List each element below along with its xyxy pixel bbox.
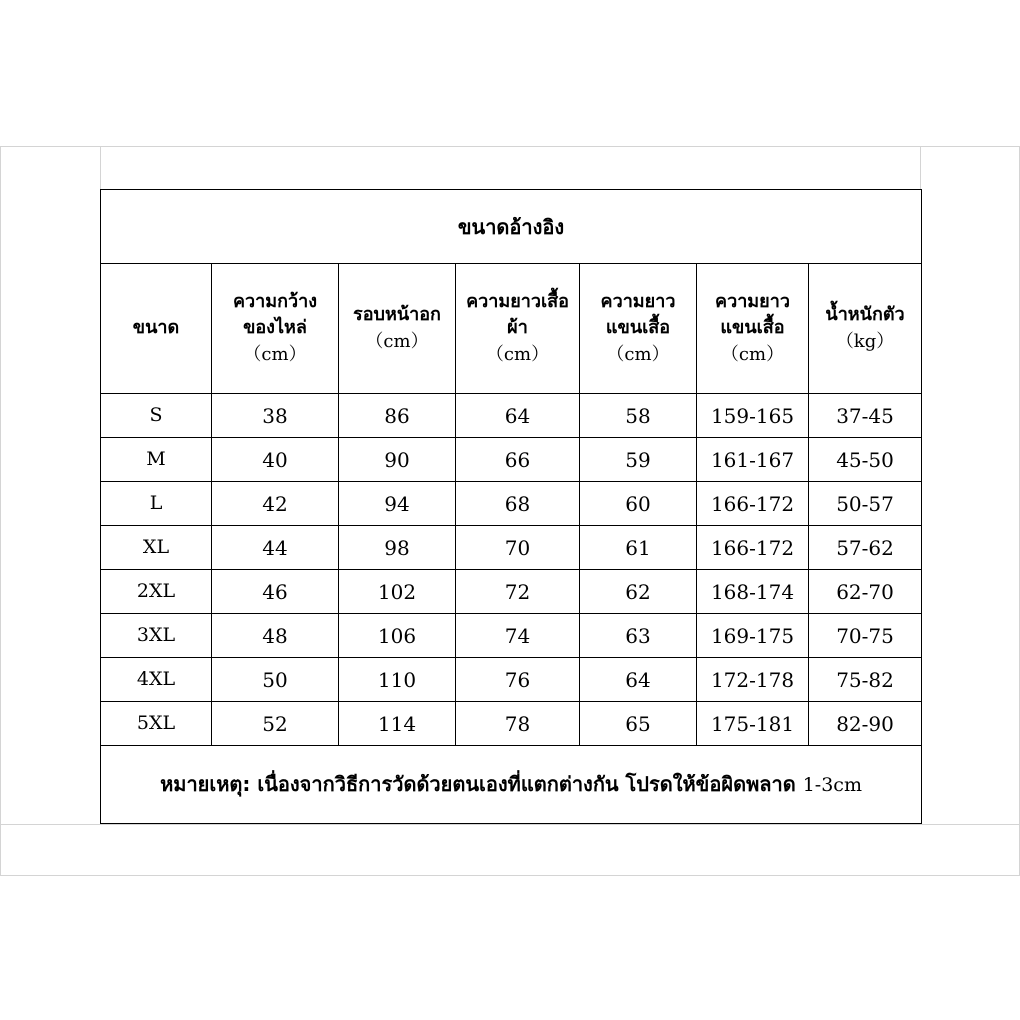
value-cell: 44 (212, 526, 339, 570)
table-title: ขนาดอ้างอิง (101, 190, 922, 264)
value-cell: 75-82 (809, 658, 922, 702)
table-row (101, 614, 922, 658)
header-label: แขนเสื้อ (720, 317, 785, 339)
value-cell: 38 (212, 394, 339, 438)
header-sleeve-length-1 (580, 264, 697, 394)
value-cell: 76 (456, 658, 580, 702)
value-cell: 63 (580, 614, 697, 658)
table-row (101, 570, 922, 614)
value-cell: 65 (580, 702, 697, 746)
value-cell: 74 (456, 614, 580, 658)
value-cell: 48 (212, 614, 339, 658)
header-label: ความกว้าง (232, 291, 318, 313)
value-cell: 50-57 (809, 482, 922, 526)
table-row (101, 658, 922, 702)
grid-line (100, 146, 101, 190)
size-cell: 2XL (101, 570, 212, 614)
header-label: ความยาว (600, 291, 676, 313)
header-unit: （cm） (485, 343, 550, 365)
size-cell: L (101, 482, 212, 526)
header-shoulder-width (212, 264, 339, 394)
size-cell: M (101, 438, 212, 482)
grid-line (0, 146, 1020, 147)
value-cell: 61 (580, 526, 697, 570)
header-label: แขนเสื้อ (605, 317, 671, 339)
value-cell: 52 (212, 702, 339, 746)
value-cell: 70 (456, 526, 580, 570)
value-cell: 37-45 (809, 394, 922, 438)
value-cell: 68 (456, 482, 580, 526)
value-cell: 169-175 (697, 614, 809, 658)
header-label: ความยาวเสื้อ (466, 291, 569, 313)
value-cell: 64 (456, 394, 580, 438)
value-cell: 172-178 (697, 658, 809, 702)
header-length (456, 264, 580, 394)
value-cell: 98 (339, 526, 456, 570)
value-cell: 42 (212, 482, 339, 526)
value-cell: 166-172 (697, 526, 809, 570)
header-unit: （cm） (606, 343, 670, 365)
table-row (101, 438, 922, 482)
header-label: น้ำหนักตัว (825, 304, 905, 326)
value-cell: 175-181 (697, 702, 809, 746)
value-cell: 58 (580, 394, 697, 438)
value-cell: 90 (339, 438, 456, 482)
header-unit: （cm） (243, 343, 307, 365)
header-body-weight (809, 264, 922, 394)
value-cell: 114 (339, 702, 456, 746)
header-label: รอบหน้าอก (353, 304, 441, 326)
value-cell: 161-167 (697, 438, 809, 482)
header-row (101, 264, 922, 394)
value-cell: 168-174 (697, 570, 809, 614)
table-row (101, 394, 922, 438)
grid-line (0, 146, 1, 876)
header-size (101, 264, 212, 394)
header-chest (339, 264, 456, 394)
grid-line (920, 146, 921, 190)
size-cell: S (101, 394, 212, 438)
header-unit: （cm） (365, 330, 429, 352)
header-label: ของไหล่ (243, 317, 307, 339)
header-label: ความยาว (715, 291, 790, 313)
footnote (101, 746, 922, 824)
value-cell: 94 (339, 482, 456, 526)
header-unit: （cm） (720, 343, 785, 365)
value-cell: 50 (212, 658, 339, 702)
value-cell: 64 (580, 658, 697, 702)
value-cell: 86 (339, 394, 456, 438)
value-cell: 62 (580, 570, 697, 614)
table-row (101, 482, 922, 526)
table-row (101, 702, 922, 746)
value-cell: 78 (456, 702, 580, 746)
grid-line (0, 824, 1020, 825)
value-cell: 159-165 (697, 394, 809, 438)
size-cell: 4XL (101, 658, 212, 702)
value-cell: 60 (580, 482, 697, 526)
value-cell: 57-62 (809, 526, 922, 570)
footnote-text: หมายเหตุ: เนื่องจากวิธีการวัดด้วยตนเองที่แตกต่างกัน โปรดให้ข้อผิดพลาด (160, 772, 796, 797)
value-cell: 45-50 (809, 438, 922, 482)
value-cell: 46 (212, 570, 339, 614)
value-cell: 106 (339, 614, 456, 658)
size-cell: XL (101, 526, 212, 570)
value-cell: 59 (580, 438, 697, 482)
size-cell: 3XL (101, 614, 212, 658)
value-cell: 82-90 (809, 702, 922, 746)
value-cell: 62-70 (809, 570, 922, 614)
value-cell: 166-172 (697, 482, 809, 526)
header-label: ผ้า (507, 317, 528, 339)
header-label: ขนาด (132, 317, 180, 339)
grid-line (0, 875, 1020, 876)
size-chart-table (100, 189, 922, 824)
value-cell: 72 (456, 570, 580, 614)
value-cell: 102 (339, 570, 456, 614)
value-cell: 66 (456, 438, 580, 482)
value-cell: 70-75 (809, 614, 922, 658)
value-cell: 40 (212, 438, 339, 482)
value-cell: 110 (339, 658, 456, 702)
header-sleeve-length-2 (697, 264, 809, 394)
table-row (101, 526, 922, 570)
header-unit: （kg） (835, 330, 895, 352)
footnote-tolerance: 1-3cm (802, 774, 862, 797)
size-cell: 5XL (101, 702, 212, 746)
